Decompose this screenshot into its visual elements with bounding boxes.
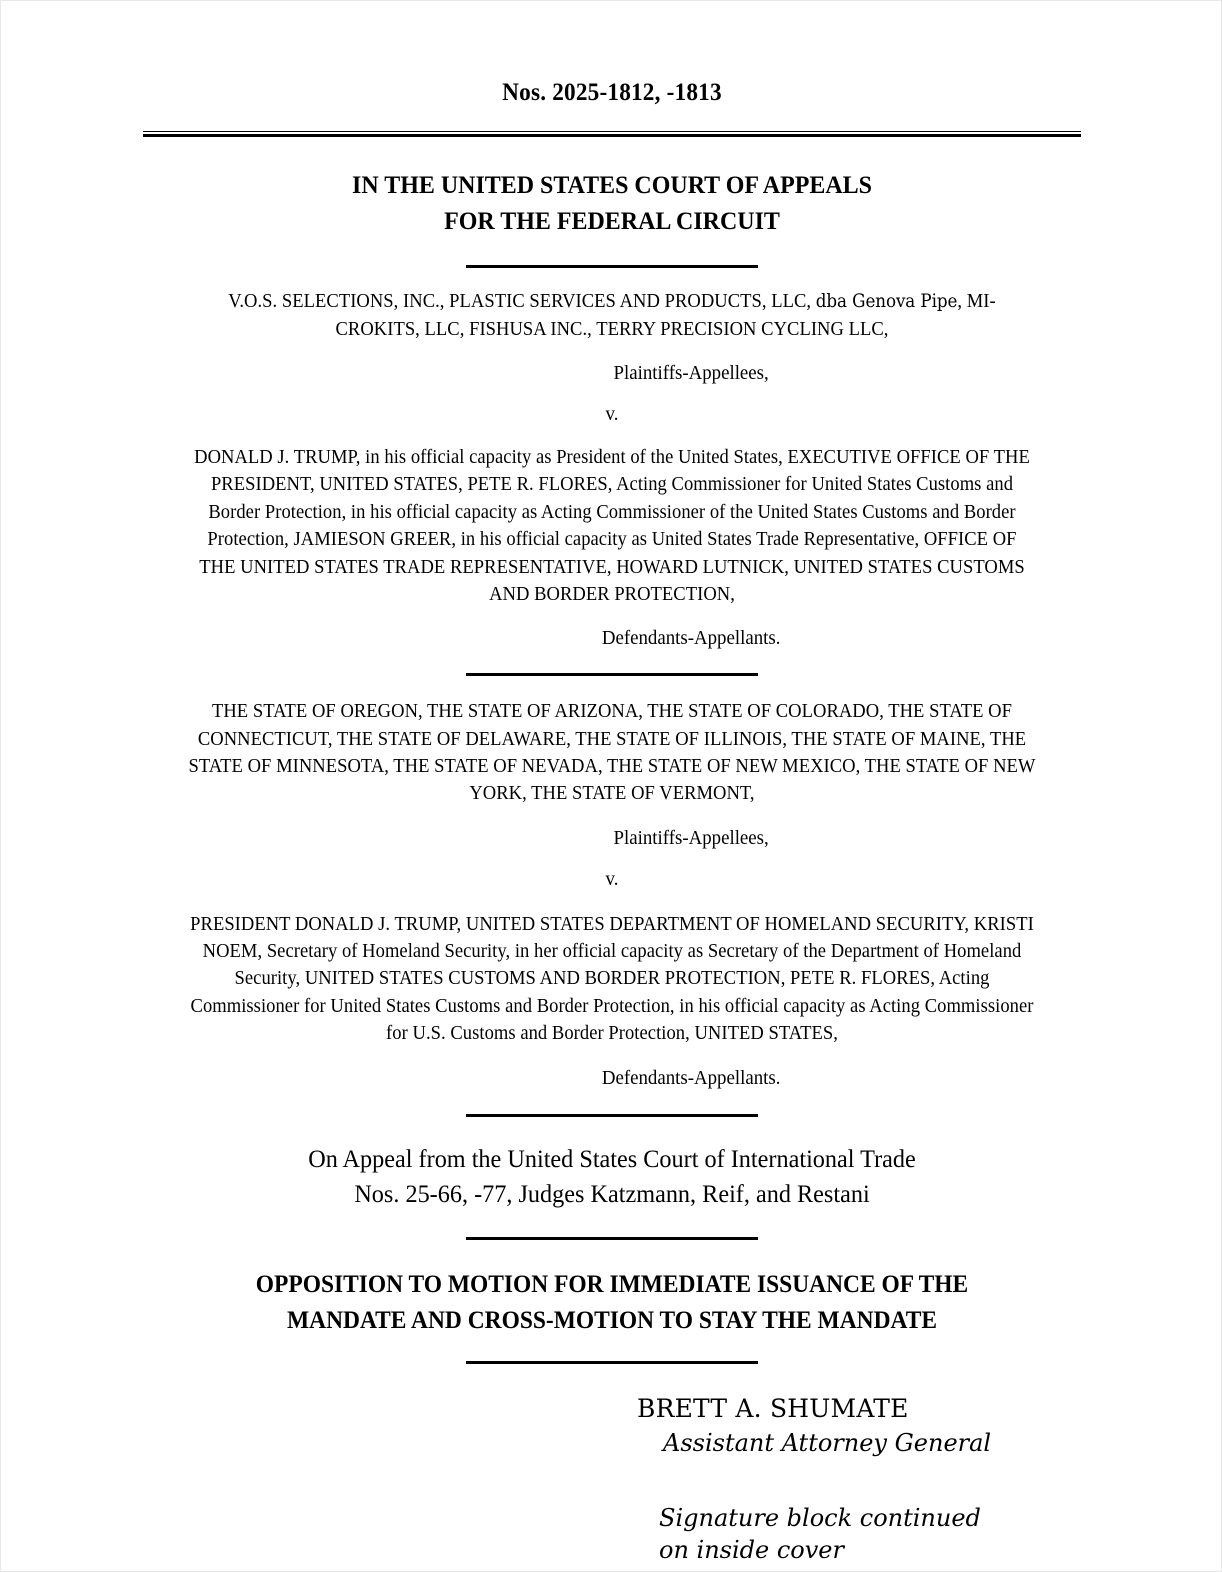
- court-name-line-1: IN THE UNITED STATES COURT OF APPEALS: [352, 170, 872, 199]
- caption-2-plaintiffs: THE STATE OF OREGON, THE STATE OF ARIZONA, THE STATE OF COLORADO, THE STATE OF CONNECTICUT, THE STATE OF DELAWARE, THE STATE OF ILLINOIS, THE STATE OF MAINE, THE STATE OF MINNESOTA, THE STATE OF NEVADA, THE STATE OF NEW MEXICO, THE STATE OF NEW YORK, THE STATE OF VERMONT,: [188, 700, 1036, 805]
- signature-block: [143, 1392, 1081, 1566]
- signature-attorney-name: BRETT A. SHUMATE: [637, 1394, 909, 1424]
- court-name: [171, 167, 1053, 239]
- caption-1-plaintiffs-pre: V.O.S. SELECTIONS, INC., PLASTIC SERVICES AND PRODUCTS, LLC,: [228, 290, 816, 313]
- signature-attorney-title: Assistant Attorney General: [663, 1429, 992, 1458]
- caption-divider-rule-1: [466, 265, 758, 268]
- caption-divider-rule-2: [466, 673, 758, 676]
- signature-continued-note: [637, 1503, 1081, 1567]
- document-title: [181, 1266, 1044, 1337]
- court-name-line-2: FOR THE FEDERAL CIRCUIT: [444, 206, 780, 236]
- header-double-rule: [143, 131, 1081, 137]
- case-numbers: Nos. 2025-1812, -1813: [502, 79, 722, 106]
- caption-2-plaintiffs-role: Plaintiffs-Appellees,: [613, 826, 769, 849]
- caption-2-versus: v.: [605, 867, 619, 890]
- caption-1-versus: v.: [605, 403, 619, 426]
- caption-1-defendants-role: Defendants-Appellants.: [601, 627, 781, 650]
- caption-1-plaintiffs-dba: dba Genova Pipe: [815, 291, 958, 313]
- document-title-line-1: OPPOSITION TO MOTION FOR IMMEDIATE ISSUANCE OF THE: [255, 1268, 969, 1298]
- caption-1-plaintiffs-post: , MI-CROKITS, LLC, FISHUSA INC., TERRY PRECISION CYCLING LLC,: [335, 290, 996, 340]
- on-appeal-block: [166, 1141, 1057, 1211]
- caption-2-defendants-role: Defendants-Appellants.: [601, 1066, 781, 1089]
- signature-continued-line-1: Signature block continued: [659, 1503, 981, 1532]
- caption-divider-rule-5: [466, 1361, 758, 1364]
- caption-1-plaintiffs-role: Plaintiffs-Appellees,: [613, 362, 769, 385]
- document-title-line-2: MANDATE AND CROSS-MOTION TO STAY THE MANDATE: [286, 1304, 938, 1334]
- caption-1-defendants: DONALD J. TRUMP, in his official capacity as President of the United States, EXECUTIVE OFFICE OF THE PRESIDENT, UNITED STATES, PETE R. FLORES, Acting Commissioner for United States Customs and Border Protection, in his official capacity as Acting Commissioner of the United States Customs and Border Protection, JAMIESON GREER, in his official capacity as United States Trade Representative, OFFICE OF THE UNITED STATES TRADE REPRESENTATIVE, HOWARD LUTNICK, UNITED STATES CUSTOMS AND BORDER PROTECTION,: [194, 446, 1030, 605]
- on-appeal-line-2: Nos. 25-66, -77, Judges Katzmann, Reif, and Restani: [354, 1178, 870, 1208]
- page-content-area: [143, 1, 1081, 1571]
- on-appeal-line-1: On Appeal from the United States Court of International Trade: [308, 1143, 916, 1173]
- caption-divider-rule-3: [466, 1114, 758, 1117]
- caption-divider-rule-4: [466, 1237, 758, 1240]
- caption-1-plaintiffs: [188, 288, 1037, 343]
- caption-2-defendants: PRESIDENT DONALD J. TRUMP, UNITED STATES DEPARTMENT OF HOMELAND SECURITY, KRISTI NOEM, Secretary of Homeland Security, in her official capacity as Secretary of the Department of Homeland Security, UNITED STATES CUSTOMS AND BORDER PROTECTION, PETE R. FLORES, Acting Commissioner for United States Customs and Border Protection, in his official capacity as Acting Commissioner for U.S. Customs and Border Protection, UNITED STATES,: [190, 912, 1034, 1045]
- signature-continued-line-2: on inside cover: [659, 1535, 844, 1564]
